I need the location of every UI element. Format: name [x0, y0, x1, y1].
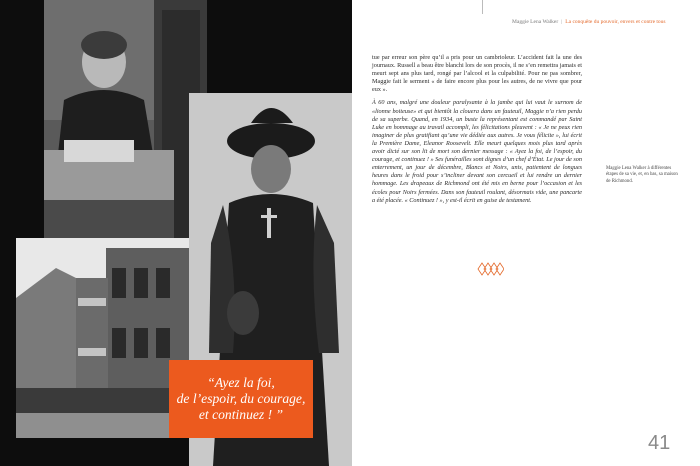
quote-callout: [169, 360, 313, 438]
photo-caption: Maggie Lena Walker à différentes étapes de sa vie, et, en bas, sa maison de Richmond.: [606, 166, 678, 184]
ornament-icon: [476, 260, 504, 278]
paragraph: tue par erreur son père qu’il a pris pour un cambrioleur. L’accident fait la une des journaux. Russell a beau être blanchi lors de son procès, il ne s’en remettra jamais et meurt sept ans plus tard, rongé par l’alcool et la culpabilité. Pour ne pas sombrer, Maggie fait le serment « de faire encore plus pour les autres, de ne vivre que pour eux ».: [372, 54, 582, 94]
right-page-text: [352, 0, 700, 466]
photo-woman-at-desk: [44, 0, 207, 240]
paragraph: À 60 ans, malgré une douleur paralysante à la jambe qui lui vaut le surnom de «lionne boiteuse» et qui bientôt la clouera dans un fauteuil, Maggie n’a rien perdu de sa superbe. Quand, en 1934, un buste la représentant est commandé par Saint Luke en hommage au travail accompli, les félicitations pleuvent : « Je ne peux rien imaginer de plus gratifiant qu’une vie dédiée aux autres. Je vous félicite », lui écrit la Première Dame, Eleanor Roosevelt. Elle meurt quelques mois plus tard après avoir dicté sur son lit de mort son dernier message : « Ayez la foi, de l’espoir, du courage, et continuez ! » Ses funérailles sont dignes d’un chef d’État. Le jour de son enterrement, un jour de décembre, Blancs et Noirs, unis, patientent de longues heures dans le froid pour s’incliner devant son cercueil et lui rendre un dernier hommage. Les drapeaux de Richmond ont été mis en berne pour l’occasion et les écoles pour Noirs fermées. Dans son fauteuil roulant, désormais vide, une pancarte a été placée. « Continuez ! », y est-il écrit en guise de testament.: [372, 99, 582, 204]
photo-richmond-house: [16, 238, 194, 438]
running-title: Maggie Lena Walker: [512, 19, 559, 25]
chapter-title: La conquête du pouvoir, envers et contre tous: [565, 19, 666, 25]
header-separator: |: [561, 19, 563, 25]
body-text: [372, 54, 582, 210]
running-head: [512, 19, 692, 25]
page-number: 41: [648, 432, 671, 454]
quote-text: “Ayez la foi, de l’espoir, du courage, et continuez ! ”: [176, 375, 306, 422]
page-header-rule: [482, 0, 483, 14]
